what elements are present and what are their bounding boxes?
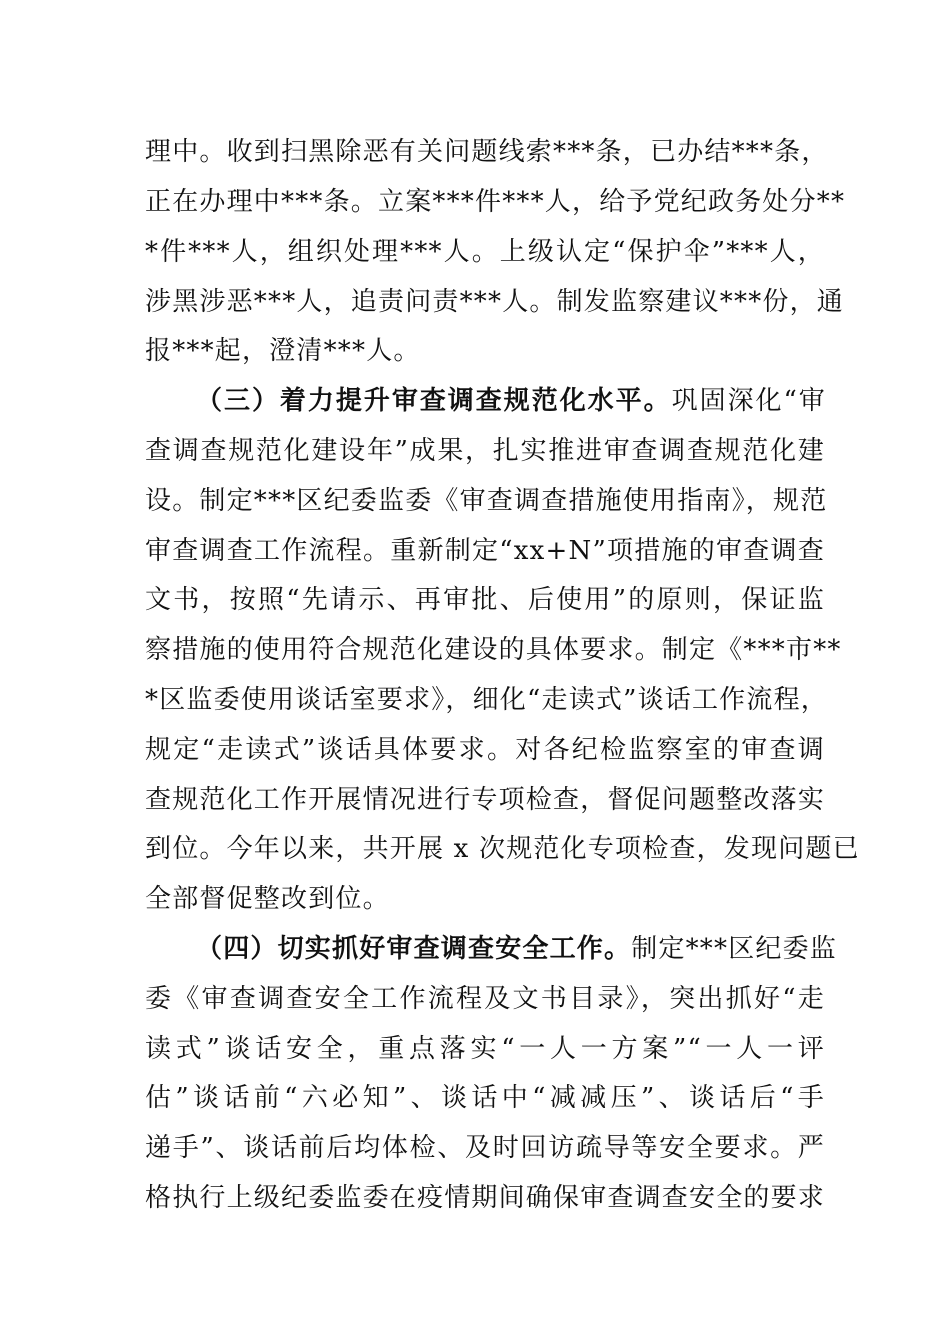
text-span: 制定***区纪委监	[631, 934, 838, 964]
text-line: 格执行上级纪委监委在疫情期间确保审查调查安全的要求	[145, 1183, 826, 1213]
text-line: 正在办理中***条。立案***件***人，给予党纪政务处分**	[145, 187, 846, 217]
text-line: 读式”谈话安全，重点落实“一人一方案”“一人一评	[145, 1034, 825, 1064]
text-line: 文书，按照“先请示、再审批、后使用”的原则，保证监	[145, 585, 825, 615]
text-line: 查调查规范化建设年”成果，扎实推进审查调查规范化建	[145, 436, 825, 466]
text-line: 委《审查调查安全工作流程及文书目录》，突出抓好“走	[145, 984, 825, 1014]
text-line: 审查调查工作流程。重新制定“xx+N”项措施的审查调查	[145, 536, 825, 566]
text-span: 巩固深化“审	[671, 386, 826, 416]
paragraph-4-first-line	[196, 924, 838, 974]
text-line: 估”谈话前“六必知”、谈话中“减减压”、谈话后“手	[145, 1083, 825, 1113]
paragraph-3-first-line	[196, 376, 826, 426]
text-line: 设。制定***区纪委监委《审查调查措施使用指南》，规范	[145, 486, 828, 516]
text-line: 规定“走读式”谈话具体要求。对各纪检监察室的审查调	[145, 735, 825, 765]
text-line: 全部督促整改到位。	[145, 884, 390, 914]
text-line: 到位。今年以来，共开展 x 次规范化专项检查，发现问题已	[145, 834, 860, 864]
text-line: 报***起，澄清***人。	[145, 336, 421, 366]
text-line: 查规范化工作开展情况进行专项检查，督促问题整改落实	[145, 785, 826, 815]
text-line: *区监委使用谈话室要求》，细化“走读式”谈话工作流程，	[145, 685, 828, 715]
text-line: *件***人，组织处理***人。上级认定“保护伞”***人，	[145, 237, 825, 267]
text-line: 涉黑涉恶***人，追责问责***人。制发监察建议***份，通	[145, 287, 845, 317]
section-heading-4: （四）切实抓好审查调查安全工作。	[196, 934, 632, 964]
text-line: 理中。收到扫黑除恶有关问题线索***条，已办结***条，	[145, 137, 829, 167]
text-line: 递手”、谈话前后均体检、及时回访疏导等安全要求。严	[145, 1133, 825, 1163]
section-heading-3: （三）着力提升审查调查规范化水平。	[196, 386, 672, 416]
text-line: 察措施的使用符合规范化建设的具体要求。制定《***市**	[145, 635, 842, 665]
